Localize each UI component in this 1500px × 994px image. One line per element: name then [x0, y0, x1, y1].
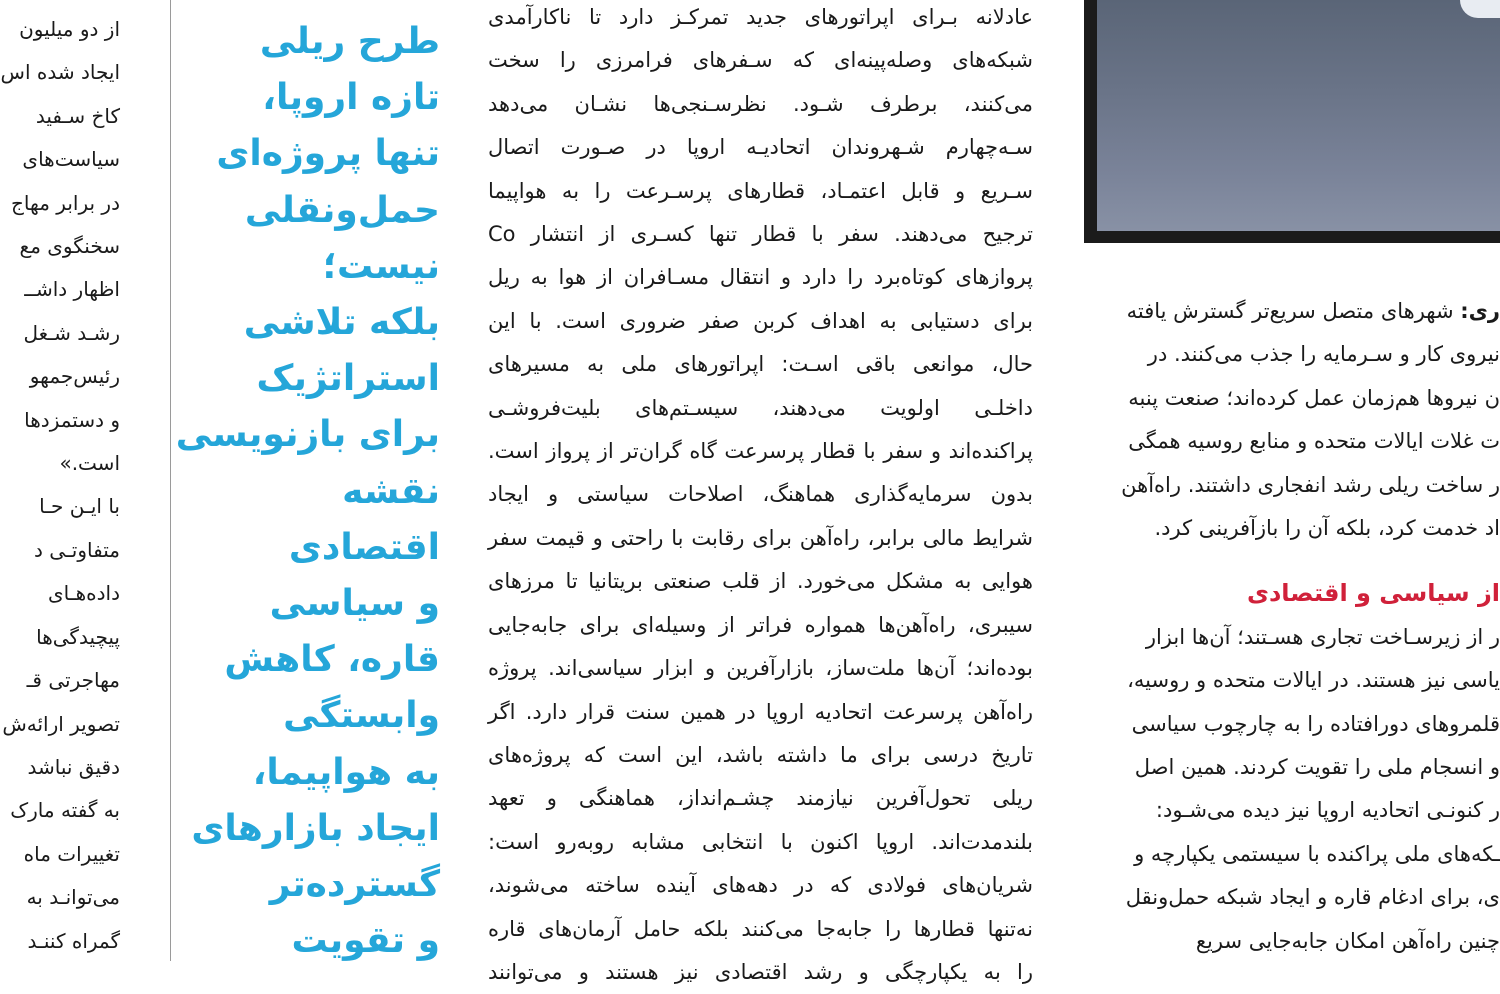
main-article-column	[488, 0, 1033, 984]
left-column-line: داده‌هـای	[47, 581, 120, 606]
right-paragraph-2-line: ـکه‌های ملی پراکنده با سیستمی یکپارچه و	[1134, 841, 1500, 866]
left-column-line: اظهار داشــ	[24, 277, 120, 302]
main-column-line: داخلـی اولویت می‌دهند، سیسـتم‌های بلیت‌فروشـی	[488, 395, 1033, 420]
left-column-line: گمراه کننـد	[27, 928, 120, 953]
right-paragraph-2-line: ر کنونـی اتحادیه اروپا نیز دیده می‌شـود:	[1155, 798, 1500, 823]
right-paragraph-1-line: ت غلات ایالات متحده و منابع روسیه همگی	[1128, 429, 1500, 454]
right-paragraph-1-line: اد خدمت کرد، بلکه آن را بازآفرینی کرد.	[1154, 516, 1500, 541]
pull-quote-line: استراتژیک	[256, 358, 440, 400]
right-lead-label: ری:	[1460, 299, 1500, 323]
pull-quote-line: نقشه	[342, 470, 440, 512]
left-column-line: ایجاد شده اس	[0, 60, 120, 85]
right-paragraph-1-line: ر ساخت ریلی رشد انفجاری داشتند. راه‌آهن	[1121, 472, 1500, 497]
main-column-line: نه‌تنها قطارها را جابه‌جا می‌کنند بلکه حامل آرمان‌های قاره	[488, 916, 1033, 941]
left-column-line: می‌توانـد به	[26, 885, 120, 910]
main-column-line: می‌کنند، برطرف شـود. نظرسـنجی‌ها نشـان می‌دهد	[488, 91, 1033, 116]
right-paragraph-2-line: قلمروهای دورافتاده را به چارچوب سیاسی	[1131, 711, 1500, 736]
left-column-line: تصویر ارائه‌ش	[2, 711, 120, 736]
left-column-line: متفاوتـی د	[34, 537, 120, 562]
pull-quote-line: نیست؛	[322, 245, 440, 287]
right-paragraph-2-line: ر از زیرسـاخت تجاری هسـتند؛ آن‌ها ابزار	[1145, 624, 1500, 649]
main-column-line: پراکنده‌اند و سفر با قطار پرسرعت گاه گران‌تر از پرواز است.	[488, 439, 1033, 464]
left-column-line: رئیس‌جمهو	[29, 364, 120, 389]
left-column-line: دقیق نباشد	[27, 754, 120, 779]
right-paragraph-1-line: نیروی کار و سـرمایه را جذب می‌کنند. در	[1147, 342, 1500, 367]
article-photo	[1084, 0, 1500, 243]
main-column-line: عادلانه بـرای اپراتورهای جدید تمرکـز دارد تا ناکارآمدی	[488, 5, 1033, 29]
pull-quote-line: تازه اروپا،	[262, 77, 440, 119]
left-column-line: به گفته مارک	[10, 798, 120, 823]
main-column-line: ترجیح می‌دهند. سفر با قطار تنها کسـری از انتشار Co	[488, 222, 1033, 247]
right-paragraph-2-line: چنین راه‌آهن امکان جابه‌جایی سریع	[1195, 928, 1500, 953]
left-column-line: مهاجرتی قـ	[26, 668, 120, 693]
right-paragraph-2-line: و انسجام ملی را تقویت کردند. همین اصل	[1134, 755, 1500, 780]
right-column-text	[1084, 290, 1500, 961]
pull-quote-line: طرح ریلی	[259, 21, 440, 62]
left-column-line: سیاست‌های	[22, 147, 120, 172]
pull-quote-spacer	[200, 0, 440, 14]
left-column-line: از دو میلیون	[19, 17, 120, 41]
right-para1-first-text: شهرهای متصل سریع‌تر گسترش یافته	[1126, 299, 1461, 323]
pull-quote-line: و تقویت	[291, 920, 440, 962]
main-column-line: راه‌آهن پرسرعت اتحادیه اروپا در همین سنت قرار دارد. اگر	[488, 699, 1033, 724]
pull-quote-line: وابستگی	[283, 695, 440, 737]
left-column-line: با ایـن حـا	[39, 494, 120, 519]
left-column-line: تغییرات ماه	[23, 841, 120, 866]
main-column-line: بدون سرمایه‌گذاری هماهنگ، اصلاحات سیاستی و ایجاد	[488, 482, 1033, 507]
left-column-line: کاخ سـفید	[35, 103, 120, 128]
main-column-line: برای دستیابی به اهداف کربن صفر ضروری است. با این	[488, 308, 1033, 333]
right-paragraph-2	[1084, 616, 1500, 963]
left-column-line: سخنگوی مع	[19, 234, 120, 259]
main-column-line: سـه‌چهارم شـهروندان اتحادیـه اروپا در صـورت اتصال	[488, 135, 1033, 160]
left-column-line: است.»	[59, 451, 120, 476]
left-column-line: و دستمزدها	[24, 407, 120, 432]
right-subheading: از سیاسی و اقتصادی	[1246, 579, 1500, 608]
pull-quote-line: و سیاسی	[269, 583, 440, 625]
pull-quote-line: تنها پروژه‌ای	[216, 133, 440, 175]
pull-quote-line: اقتصادی	[288, 526, 440, 568]
main-column-line: سیبری، راه‌آهن‌ها همواره فراتر از وسیله‌ای برای جابه‌جایی	[488, 612, 1033, 637]
main-column-line: ریلی تحول‌آفرین نیازمند چشـم‌انداز، هماهنگی و تعهد	[488, 786, 1033, 811]
left-column-line: رشـد شـغل	[23, 320, 120, 345]
pull-quote	[175, 0, 440, 962]
right-para1-first-line	[1084, 290, 1500, 333]
left-column-text	[0, 0, 120, 961]
pull-quote-line: قاره، کاهش	[224, 639, 440, 681]
main-column-line: بوده‌اند؛ آن‌ها ملت‌ساز، بازارآفرین و ابزار سیاسی‌اند. پروژه	[488, 656, 1033, 681]
main-column-line: شریان‌های فولادی که در دهه‌های آینده ساخته می‌شوند،	[488, 873, 1033, 898]
pull-quote-line: ایجاد بازارهای	[191, 807, 440, 849]
column-divider	[170, 0, 171, 961]
photo-image	[1097, 0, 1500, 231]
left-column-line: پیچیدگی‌ها	[36, 624, 120, 649]
main-column-line: تاریخ درسی برای ما داشته باشد، این است که پروژه‌های	[488, 742, 1033, 767]
main-column-line: شرایط مالی برابر، راه‌آهن برای رقابت با راحتی و قیمت سفر	[488, 525, 1033, 550]
main-column-line: سـریع و قابل اعتمـاد، قطارهای پرسـرعت را به هواپیما	[488, 178, 1033, 203]
left-column-line: در برابر مهاج	[11, 190, 120, 215]
pull-quote-line: بلکه تلاشی	[243, 302, 440, 344]
right-paragraph-2-line: یاسی نیز هستند. در ایالات متحده و روسیه،	[1127, 668, 1500, 693]
main-column-line: هوایی به مشکل می‌خورد. از قلب صنعتی بریتانیا تا مرزهای	[488, 569, 1033, 594]
main-column-line: را به یکپارچگی و رشد اقتصادی نیز هستند و می‌توانند	[488, 959, 1033, 984]
pull-quote-line: به هواپیما،	[252, 751, 440, 793]
pull-quote-line: گسترده‌تر	[269, 864, 440, 906]
main-column-line: حال، موانعی باقی اسـت: اپراتورهای ملی به مسیرهای	[488, 352, 1033, 377]
right-paragraph-2-line: ی، برای ادغام قاره و ایجاد شبکه حمل‌ونقل	[1125, 885, 1500, 910]
main-column-line: بلندمدت‌اند. اروپا اکنون با انتخابی مشابه روبه‌رو است:	[488, 829, 1033, 854]
pull-quote-line: حمل‌ونقلی	[244, 189, 440, 231]
right-paragraph-1-line: ن نیروها هم‌زمان عمل کرده‌اند؛ صنعت پنبه	[1128, 385, 1500, 410]
right-paragraph-1	[1084, 333, 1500, 550]
main-column-line: شبکه‌های وصله‌پینه‌ای که سـفرهای فرامرزی را سخت	[488, 48, 1033, 73]
pull-quote-line: برای بازنویسی	[175, 414, 440, 456]
main-column-line: پروازهای کوتاه‌برد را دارد و انتقال مسـافران از هوا به ریل	[488, 265, 1033, 290]
